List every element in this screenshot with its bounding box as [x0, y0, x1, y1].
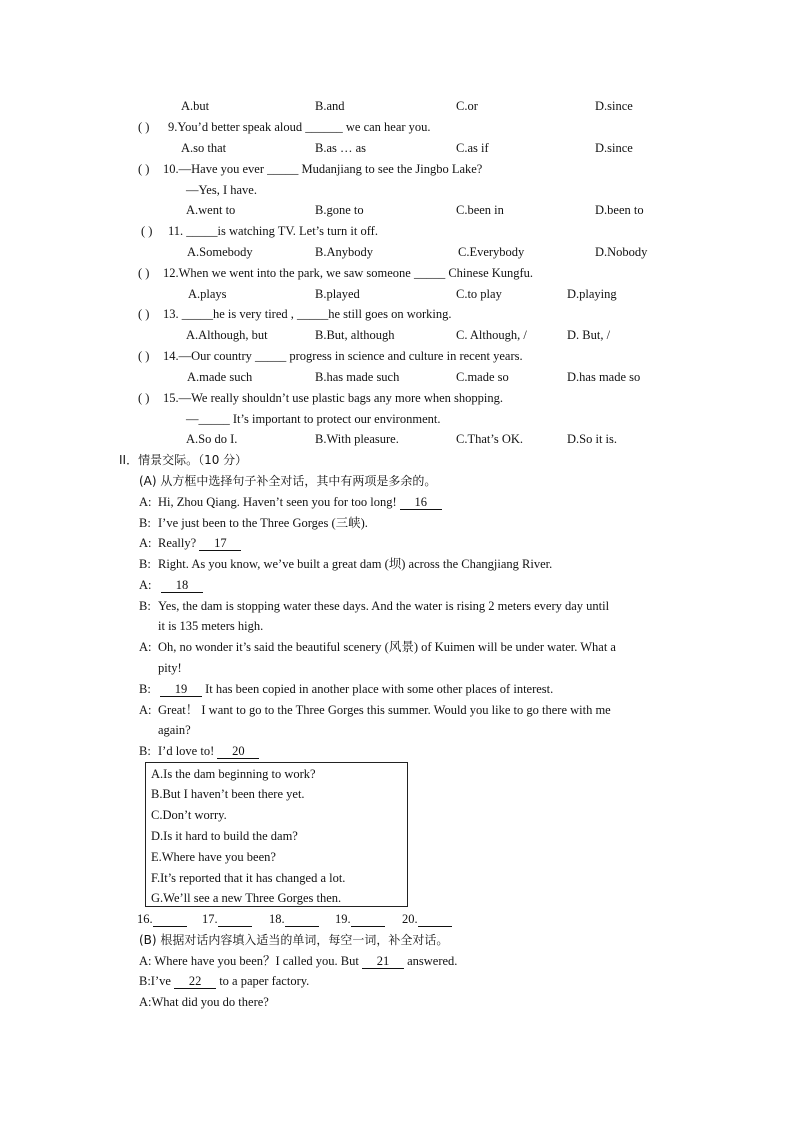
speaker-label: B: — [139, 682, 151, 696]
speaker-label: A: — [139, 640, 152, 654]
answer-number: 18. — [269, 912, 285, 926]
option-d: D.has made so — [567, 370, 641, 384]
part-b-instructions: (B) 根据对话内容填入适当的单词，每空一词，补全对话。 — [139, 933, 449, 947]
answer-slot-20[interactable] — [402, 911, 452, 927]
answer-paren[interactable]: ( ) — [138, 162, 150, 176]
option-a: A.made such — [187, 370, 253, 384]
dialogue-text: Great！ I want to go to the Three Gorges this summer. Would you like to go there with me — [158, 703, 611, 717]
option-a: A.Although, but — [186, 328, 268, 342]
question-stem: 10.—Have you ever _____ Mudanjiang to see the Jingbo Lake? — [163, 162, 483, 176]
answer-number: 17. — [202, 912, 218, 926]
speaker-label: A: — [139, 495, 152, 509]
dialogue-text: to a paper factory. — [216, 974, 310, 988]
part-a-instructions: (A) 从方框中选择句子补全对话，其中有两项是多余的。 — [139, 474, 437, 488]
answer-slot-17[interactable] — [202, 911, 252, 927]
speaker-label: B: — [139, 516, 151, 530]
blank-18[interactable]: 18 — [161, 578, 203, 593]
option-b: B.With pleasure. — [315, 432, 399, 446]
speaker-label: B: — [139, 599, 151, 613]
option-c: C.Everybody — [458, 245, 525, 259]
blank-20[interactable]: 20 — [217, 744, 259, 759]
answer-blank[interactable] — [351, 912, 385, 927]
option-c: C. Although, / — [456, 328, 527, 342]
q8-option-a: A.but — [181, 99, 210, 113]
part-b-line-2 — [139, 973, 309, 989]
option-b: B.has made such — [315, 370, 400, 384]
option-a: A.went to — [186, 203, 236, 217]
option-d: D.been to — [595, 203, 644, 217]
answer-number: 19. — [335, 912, 351, 926]
blank-17[interactable]: 17 — [199, 536, 241, 551]
dialogue-text: Oh, no wonder it’s said the beautiful scenery (风景) of Kuimen will be under water. What a — [158, 640, 616, 654]
dialogue-text: answered. — [403, 954, 458, 968]
question-stem: 14.—Our country _____ progress in science and culture in recent years. — [163, 349, 523, 363]
question-reply: —Yes, I have. — [186, 183, 257, 197]
question-reply: —_____ It’s important to protect our environment. — [186, 412, 441, 426]
answer-paren[interactable]: ( ) — [138, 120, 150, 134]
dialogue-text: It has been copied in another place with some other places of interest. — [202, 682, 554, 696]
speaker-label: A: — [139, 536, 152, 550]
option-b: B.Anybody — [315, 245, 373, 259]
answer-number: 16. — [137, 912, 153, 926]
answer-number: 20. — [402, 912, 418, 926]
dialogue-text-continued: pity! — [158, 661, 182, 675]
option-b: B.as … as — [315, 141, 367, 155]
blank-16[interactable]: 16 — [400, 495, 442, 510]
box-option-d: D.Is it hard to build the dam? — [151, 829, 298, 843]
answer-paren[interactable]: ( ) — [138, 391, 150, 405]
q8-option-d: D.since — [595, 99, 633, 113]
answer-paren[interactable]: ( ) — [138, 349, 150, 363]
dialogue-text-continued: it is 135 meters high. — [158, 619, 264, 633]
speaker-label: B: — [139, 744, 151, 758]
option-a: A.So do I. — [186, 432, 238, 446]
option-c: C.made so — [456, 370, 509, 384]
option-c: C.to play — [456, 287, 502, 301]
option-d: D.Nobody — [595, 245, 648, 259]
option-d: D. But, / — [567, 328, 611, 342]
box-option-f: F.It’s reported that it has changed a lot. — [151, 871, 346, 885]
speaker-label: A: — [139, 703, 152, 717]
dialogue-text: I’d love to! — [158, 744, 218, 758]
answer-blank[interactable] — [218, 912, 252, 927]
box-option-b: B.But I haven’t been there yet. — [151, 787, 305, 801]
q8-option-b: B.and — [315, 99, 345, 113]
box-option-c: C.Don’t worry. — [151, 808, 227, 822]
answer-slot-16[interactable] — [137, 911, 187, 927]
blank-21[interactable]: 21 — [362, 954, 404, 969]
option-c: C.been in — [456, 203, 504, 217]
dialogue-line — [158, 743, 259, 759]
dialogue-line — [160, 681, 553, 697]
dialogue-line — [161, 577, 203, 593]
part-b-line-3: A:What did you do there? — [139, 995, 269, 1009]
options-box — [145, 762, 408, 907]
speaker-label: A: — [139, 578, 152, 592]
option-d: D.since — [595, 141, 633, 155]
dialogue-text: B:I’ve — [139, 974, 175, 988]
question-stem: 15.—We really shouldn’t use plastic bags any more when shopping. — [163, 391, 504, 405]
dialogue-text: Right. As you know, we’ve built a great dam (坝) across the Changjiang River. — [158, 557, 553, 571]
answer-paren[interactable]: ( ) — [141, 224, 153, 238]
option-b: B.gone to — [315, 203, 364, 217]
question-stem: 9.You’d better speak aloud ______ we can hear you. — [168, 120, 431, 134]
question-stem: 11. _____is watching TV. Let’s turn it off. — [168, 224, 378, 238]
dialogue-text: Really? — [158, 536, 200, 550]
option-c: C.That’s OK. — [456, 432, 524, 446]
answer-paren[interactable]: ( ) — [138, 307, 150, 321]
blank-22[interactable]: 22 — [174, 974, 216, 989]
option-b: B.played — [315, 287, 360, 301]
option-b: B.But, although — [315, 328, 395, 342]
answer-slot-18[interactable] — [269, 911, 319, 927]
option-c: C.as if — [456, 141, 489, 155]
option-a: A.plays — [188, 287, 227, 301]
part-b-line-1 — [139, 953, 457, 969]
box-option-g: G.We’ll see a new Three Gorges then. — [151, 891, 342, 905]
option-a: A.so that — [181, 141, 227, 155]
section-title: II．情景交际。（10 分） — [119, 453, 248, 467]
answer-slot-19[interactable] — [335, 911, 385, 927]
dialogue-text: I’ve just been to the Three Gorges (三峡). — [158, 516, 368, 530]
option-a: A.Somebody — [187, 245, 253, 259]
answer-blank[interactable] — [153, 912, 187, 927]
dialogue-line — [158, 535, 241, 551]
box-option-e: E.Where have you been? — [151, 850, 276, 864]
answer-blank[interactable] — [285, 912, 319, 927]
answer-paren[interactable]: ( ) — [138, 266, 150, 280]
dialogue-text: Hi, Zhou Qiang. Haven’t seen you for too long! — [158, 495, 400, 509]
dialogue-text-continued: again? — [158, 723, 191, 737]
q8-option-c: C.or — [456, 99, 478, 113]
dialogue-text: A: Where have you been？I called you. But — [139, 954, 362, 968]
dialogue-line — [158, 494, 442, 510]
speaker-label: B: — [139, 557, 151, 571]
option-d: D.playing — [567, 287, 617, 301]
answer-blank[interactable] — [418, 912, 452, 927]
option-d: D.So it is. — [567, 432, 618, 446]
box-option-a: A.Is the dam beginning to work? — [151, 767, 316, 781]
blank-19[interactable]: 19 — [160, 682, 202, 697]
question-stem: 13. _____he is very tired , _____he still goes on working. — [163, 307, 452, 321]
question-stem: 12.When we went into the park, we saw someone _____ Chinese Kungfu. — [163, 266, 534, 280]
dialogue-text: Yes, the dam is stopping water these days. And the water is rising 2 meters every day until — [158, 599, 610, 613]
